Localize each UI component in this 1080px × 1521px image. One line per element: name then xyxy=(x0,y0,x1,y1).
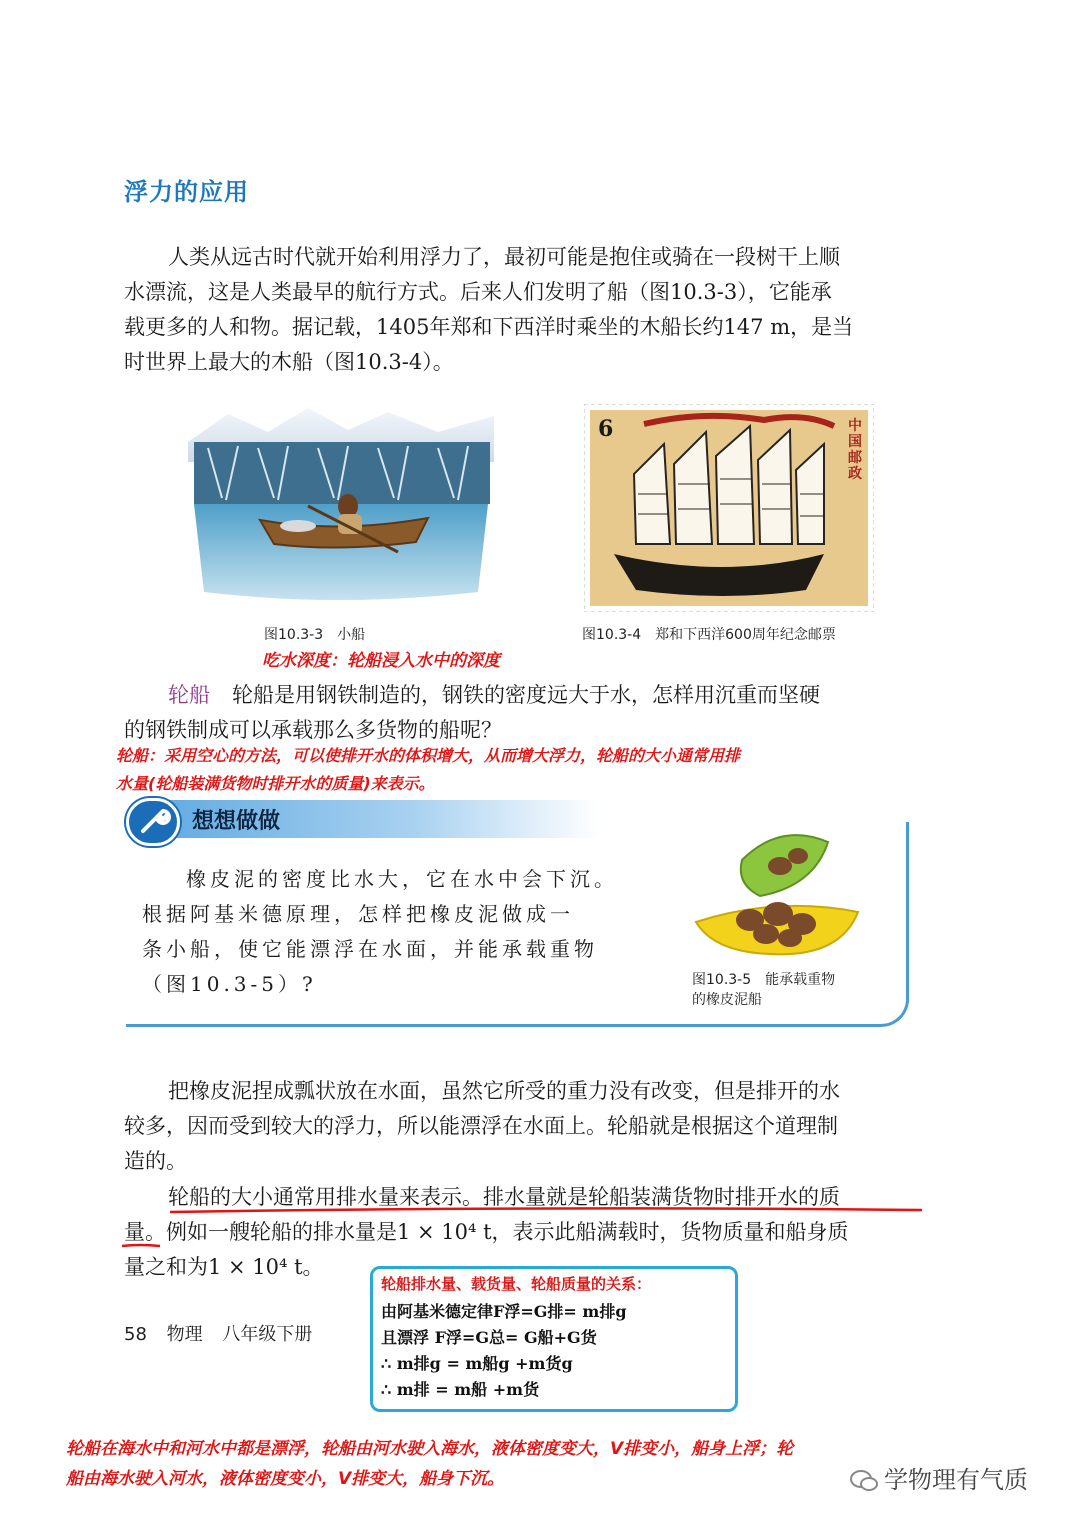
lunchuan-line: 的钢铁制成可以承载那么多货物的船呢？ xyxy=(124,718,502,742)
think-line: 橡皮泥的密度比水大，它在水中会下沉。 xyxy=(186,867,618,891)
watermark xyxy=(850,1460,1028,1495)
handwritten-note-draft: 吃水深度：轮船浸入水中的深度 xyxy=(262,651,500,671)
keyword-lunchuan: 轮船 xyxy=(168,683,210,707)
wrench-icon xyxy=(126,798,180,846)
formula-line: ∴ m排 = m船 +m货 xyxy=(381,1380,540,1399)
watermark-text: 学物理有气质 xyxy=(884,1466,1028,1494)
plasticine-boat-illustration xyxy=(690,826,866,962)
intro-line: 水漂流，这是人类最早的航行方式。后来人们发明了船（图10.3-3），它能承 xyxy=(124,280,832,304)
small-boat-illustration xyxy=(188,402,494,614)
book-grade: 八年级下册 xyxy=(222,1324,313,1345)
formula-heading: 轮船排水量、载货量、轮船质量的关系： xyxy=(381,1275,652,1293)
figure-caption-plasticine-boat xyxy=(692,970,835,1010)
section-title: 浮力的应用 xyxy=(124,178,249,206)
zhenghe-stamp xyxy=(584,404,874,612)
explain-paragraph xyxy=(124,1074,924,1179)
stamp-value: 6 xyxy=(598,416,614,442)
explain-line: 较多，因而受到较大的浮力，所以能漂浮在水面上。轮船就是根据这个道理制 xyxy=(124,1114,838,1138)
page-footer xyxy=(124,1320,326,1346)
formula-box xyxy=(370,1266,738,1412)
displacement-line: 轮船的大小通常用排水量来表示。排水量就是轮船装满货物时排开水的质 xyxy=(168,1185,840,1209)
think-line: 根据阿基米德原理，怎样把橡皮泥做成一 xyxy=(142,902,574,926)
handwritten-note-method xyxy=(116,742,1026,798)
explain-line: 造的。 xyxy=(124,1149,187,1173)
formula-line: 由阿基米德定律F浮=G排= m排g xyxy=(381,1302,627,1321)
note-line: 轮船：采用空心的方法，可以使排开水的体积增大，从而增大浮力，轮船的大小通常用排 xyxy=(116,746,741,765)
intro-line: 时世界上最大的木船（图10.3-4）。 xyxy=(124,350,454,374)
think-line: （图10.3-5）? xyxy=(142,972,317,996)
note-line: 轮船在海水中和河水中都是漂浮，轮船由河水驶入海水，液体密度变大，V排变小，船身上浮；轮 xyxy=(66,1439,794,1459)
think-box-body xyxy=(142,862,662,1002)
note-line: 水量(轮船装满货物时排开水的质量)来表示。 xyxy=(116,774,435,793)
handwritten-note-bottom xyxy=(66,1434,846,1494)
wechat-icon xyxy=(850,1470,878,1492)
think-box-header xyxy=(130,800,600,838)
book-subject: 物理 xyxy=(166,1324,203,1345)
figure-caption-stamp: 图10.3-4 郑和下西洋600周年纪念邮票 xyxy=(582,627,836,643)
displacement-line: 量。例如一艘轮船的排水量是1 × 10⁴ t，表示此船满载时，货物质量和船身质 xyxy=(124,1220,849,1244)
think-box-title: 想想做做 xyxy=(192,809,281,834)
caption-line: 图10.3-5 能承载重物 xyxy=(692,972,836,988)
intro-line: 人类从远古时代就开始利用浮力了，最初可能是抱住或骑在一段树干上顺 xyxy=(168,245,840,269)
formula-line: 且漂浮 F浮=G总= G船+G货 xyxy=(381,1328,597,1347)
page-number: 58 xyxy=(124,1324,147,1345)
intro-line: 载更多的人和物。据记载，1405年郑和下西洋时乘坐的木船长约147 m，是当 xyxy=(124,315,854,339)
caption-line: 的橡皮泥船 xyxy=(692,992,762,1008)
red-underline-mark xyxy=(120,1200,930,1250)
lunchuan-paragraph xyxy=(124,678,924,748)
explain-line: 把橡皮泥捏成瓢状放在水面，虽然它所受的重力没有改变，但是排开的水 xyxy=(168,1079,840,1103)
think-line: 条小船，使它能漂浮在水面，并能承载重物 xyxy=(142,937,598,961)
lunchuan-line: 轮船是用钢铁制造的，钢铁的密度远大于水，怎样用沉重而坚硬 xyxy=(232,683,820,707)
displacement-line: 量之和为1 × 10⁴ t。 xyxy=(124,1255,324,1279)
stamp-country-char: 政 xyxy=(848,466,862,482)
stamp-country-char: 国 xyxy=(848,434,862,450)
note-line: 船由海水驶入河水，液体密度变小，V排变大，船身下沉。 xyxy=(66,1469,505,1489)
intro-paragraph xyxy=(124,240,924,380)
formula-line: ∴ m排g = m船g +m货g xyxy=(381,1354,573,1373)
stamp-country-char: 中 xyxy=(848,418,862,434)
stamp-country-char: 邮 xyxy=(848,450,862,466)
figure-caption-small-boat: 图10.3-3 小船 xyxy=(264,627,366,643)
